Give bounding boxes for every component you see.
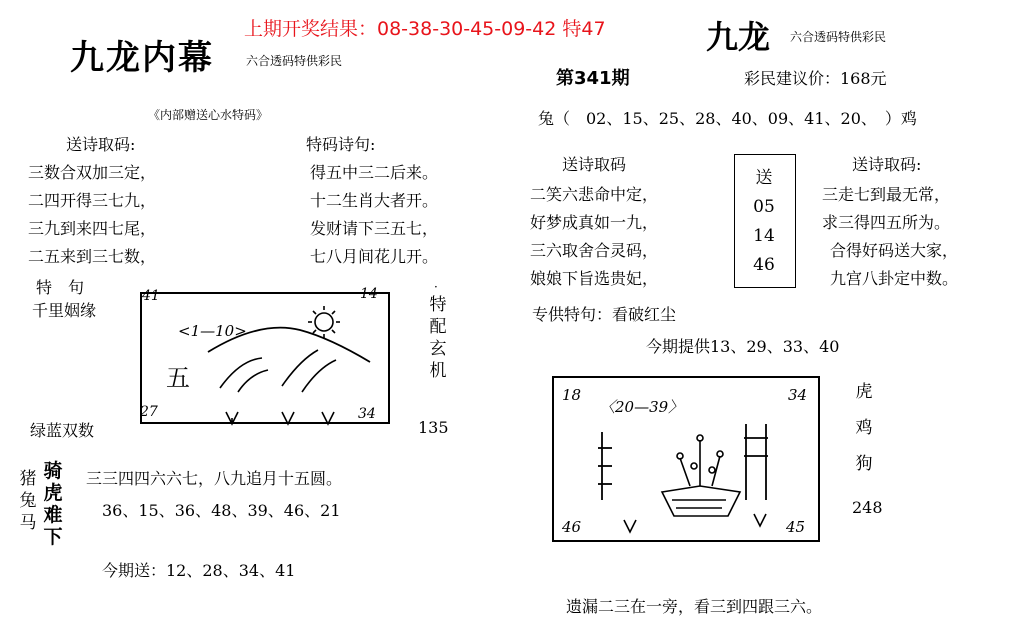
left-subtitle: 六合透码特供彩民 <box>246 54 343 68</box>
right-poem-label-a: 送诗取码 <box>562 155 627 174</box>
ride-char-1: 骑 <box>43 460 63 482</box>
send-box-number-1: 05 <box>753 197 775 217</box>
right-corner-tl: 18 <box>562 386 582 404</box>
grass-drawing <box>226 412 334 424</box>
send-box-number-3: 46 <box>753 255 775 275</box>
left-corner-tl: 41 <box>142 288 160 304</box>
left-side-chars <box>426 294 450 382</box>
left-corner-tr: 14 <box>360 286 378 302</box>
left-poem-b-line-2: 十二生肖大者开。 <box>310 191 439 210</box>
left-side-number: 135 <box>418 418 449 437</box>
left-poem-label-a: 送诗取码: <box>66 135 136 154</box>
left-poem-a-line-4: 二五来到三七数， <box>28 247 157 266</box>
left-today-send: 今期送：12、28、34、41 <box>102 561 296 580</box>
right-poem-b-line-4: 九宫八卦定中数。 <box>830 269 959 288</box>
side-char-4: 机 <box>429 361 447 381</box>
right-poem-b-line-1: 三走七到最无常， <box>822 185 951 204</box>
left-color-pair: 绿蓝双数 <box>30 421 95 440</box>
mountain-drawing <box>208 328 370 362</box>
ride-char-4: 下 <box>43 526 63 548</box>
right-corner-br: 45 <box>786 518 806 536</box>
suggested-price: 彩民建议价：168元 <box>744 69 887 88</box>
animal-chicken: 鸡 <box>855 418 873 438</box>
rabbit-chicken-line: 兔（ 02、15、25、28、40、09、41、20、 ）鸡 <box>538 109 917 128</box>
animal-pig: 猪 <box>19 469 37 489</box>
left-corner-br: 34 <box>358 406 376 422</box>
issue-number: 第341期 <box>556 68 630 89</box>
right-poem-a-line-2: 好梦成真如一九， <box>530 213 659 232</box>
left-dot: · <box>434 280 438 294</box>
right-poem-b-line-2: 求三得四五所为。 <box>822 213 951 232</box>
right-footer-verse: 遗漏二三在一旁，看三到四跟三六。 <box>566 597 823 616</box>
animal-dog: 狗 <box>855 454 873 474</box>
left-animals <box>18 468 38 534</box>
left-section-title: 《内部赠送心水特码》 <box>148 108 269 122</box>
special-phrase: 专供特句：看破红尘 <box>532 305 677 324</box>
send-box-label: 送 <box>755 168 773 188</box>
left-poem-label-b: 特码诗句: <box>306 135 376 154</box>
side-char-1: 特 <box>429 295 447 315</box>
left-special-label: 特 句 <box>36 278 85 297</box>
ride-tiger-chars <box>40 460 66 548</box>
right-poem-label-b: 送诗取码: <box>852 155 922 174</box>
animal-rabbit: 兔 <box>19 491 37 511</box>
right-subtitle: 六合透码特供彩民 <box>790 30 887 44</box>
left-sketch-char: 五 <box>166 364 190 392</box>
left-numbers: 36、15、36、48、39、46、21 <box>102 501 341 520</box>
left-poem-b-line-4: 七八月间花儿开。 <box>310 247 439 266</box>
right-title: 九龙 <box>706 18 771 56</box>
right-sketch-text: 〈20—39〉 <box>600 398 684 416</box>
left-poem-b-line-3: 发财请下三五七， <box>310 219 439 238</box>
left-phrase: 千里姻缘 <box>32 301 97 320</box>
left-poem-b-line-1: 得五中三二后来。 <box>310 163 439 182</box>
right-poem-a-line-1: 二笑六悲命中定， <box>530 185 659 204</box>
right-corner-bl: 46 <box>562 518 582 536</box>
previous-result: 上期开奖结果：08-38-30-45-09-42 特47 <box>244 18 606 40</box>
animal-horse: 马 <box>19 513 37 533</box>
right-animals <box>852 374 876 482</box>
side-char-2: 配 <box>429 317 447 337</box>
left-verse: 三三四四六六七，八九追月十五圆。 <box>86 469 343 488</box>
left-corner-bl: 27 <box>140 404 158 420</box>
left-sketch-text: <1—10> <box>178 322 247 340</box>
right-corner-tr: 34 <box>788 386 808 404</box>
provide-numbers: 今期提供13、29、33、40 <box>646 337 840 356</box>
ride-char-3: 难 <box>43 504 63 526</box>
right-side-number: 248 <box>852 498 883 517</box>
left-poem-a-line-2: 二四开得三七九， <box>28 191 157 210</box>
right-poem-a-line-3: 三六取舍合灵码， <box>530 241 659 260</box>
send-box-content <box>734 164 794 280</box>
animal-tiger: 虎 <box>855 382 873 402</box>
right-poem-b-line-3: 合得好码送大家， <box>830 241 959 260</box>
left-poem-a-line-3: 三九到来四七尾， <box>28 219 157 238</box>
ride-char-2: 虎 <box>43 482 63 504</box>
left-poem-a-line-1: 三数合双加三定， <box>28 163 157 182</box>
side-char-3: 玄 <box>429 339 447 359</box>
right-poem-a-line-4: 娘娘下旨选贵妃， <box>530 269 659 288</box>
send-box-number-2: 14 <box>753 226 775 246</box>
left-title: 九龙内幕 <box>70 38 214 78</box>
right-sketch-box <box>552 376 820 542</box>
